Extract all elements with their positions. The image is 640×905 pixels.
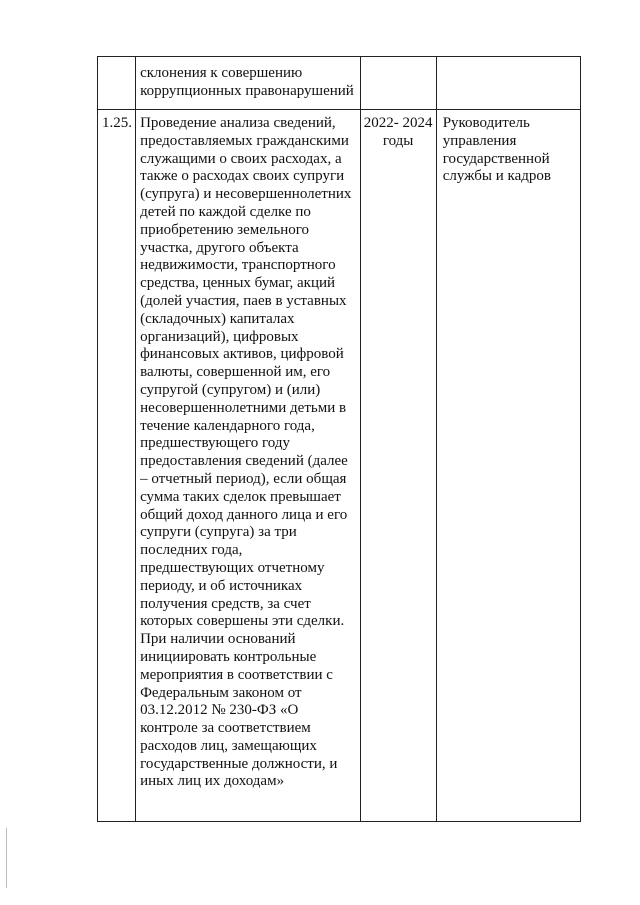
description-line: Проведение анализа сведений, [140, 115, 336, 131]
responsible-line: службы и кадров [442, 168, 551, 185]
description-line: (супруга) и несовершеннолетних [140, 186, 352, 203]
description-line: контроле за соответствием [140, 720, 311, 737]
description-line: организаций), цифровых [140, 328, 299, 345]
description-line: последних года, [140, 542, 243, 559]
description-line: которых совершены эти сделки. [140, 613, 345, 630]
period-cell [360, 57, 436, 110]
description-line: – отчетный период), если общая [140, 470, 347, 487]
description-line: несовершеннолетними детьми в [140, 399, 347, 416]
description-line: участка, другого объекта [140, 239, 299, 256]
description-line: детей по каждой сделке по [140, 203, 311, 220]
description-line: мероприятия в соответствии с [140, 666, 333, 683]
table-row [98, 110, 581, 822]
description-line: получения средств, за счет [140, 595, 311, 612]
measures-table [97, 56, 581, 822]
description-line: коррупционных правонарушений [140, 82, 354, 99]
description-line: (складочных) капиталах [140, 310, 295, 327]
responsible-cell [436, 110, 580, 822]
number-cell [98, 110, 136, 822]
period-line: годы [382, 132, 414, 149]
description-line: течение календарного года, [140, 417, 315, 434]
responsible-line: Руководитель [442, 115, 530, 131]
description-line: приобретению земельного [140, 221, 310, 238]
item-number: 1.25. [102, 115, 132, 131]
description-cell [136, 110, 360, 822]
description-line: инициировать контрольные [140, 648, 317, 665]
description-text [140, 115, 355, 791]
description-line: расходов лиц, замещающих [140, 737, 317, 754]
description-line: общий доход данного лица и его [140, 506, 348, 523]
description-line: финансовых активов, цифровой [140, 346, 344, 363]
description-line: 03.12.2012 № 230-ФЗ «О [140, 702, 299, 719]
description-line: склонения к совершению [140, 65, 303, 81]
description-line: сумма таких сделок превышает [140, 488, 341, 505]
period-cell [360, 110, 436, 822]
number-cell [98, 57, 136, 110]
description-line: супруги (супруга) за три [140, 524, 297, 541]
description-cell [136, 57, 360, 110]
responsible-cell [436, 57, 580, 110]
responsible-line: управления [442, 132, 517, 149]
description-line: предшествующего году [140, 435, 290, 452]
description-line: предоставляемых гражданскими [140, 132, 349, 149]
description-line: предоставления сведений (далее [140, 453, 348, 470]
period-line: 2022- 2024 [363, 115, 433, 131]
description-line: супругой (супругом) и (или) [140, 381, 321, 398]
description-line: Федеральным законом от [140, 684, 302, 701]
description-line: периоду, и об источниках [140, 577, 303, 594]
description-line: иных лиц их доходам» [140, 773, 285, 790]
description-line: недвижимости, транспортного [140, 257, 336, 274]
table-row [98, 57, 581, 110]
description-line: служащими о своих расходах, а [140, 150, 342, 167]
description-line: государственные должности, и [140, 755, 338, 772]
description-line: средства, ценных бумаг, акций [140, 275, 336, 292]
description-line: валюты, совершенной им, его [140, 364, 331, 381]
description-line: предшествующих отчетному [140, 559, 325, 576]
responsible-line: государственной [442, 150, 550, 167]
scan-edge-mark [6, 828, 7, 888]
description-line: также о расходах своих супруги [140, 168, 345, 185]
description-line: (долей участия, паев в уставных [140, 292, 347, 309]
description-line: При наличии оснований [140, 631, 296, 648]
